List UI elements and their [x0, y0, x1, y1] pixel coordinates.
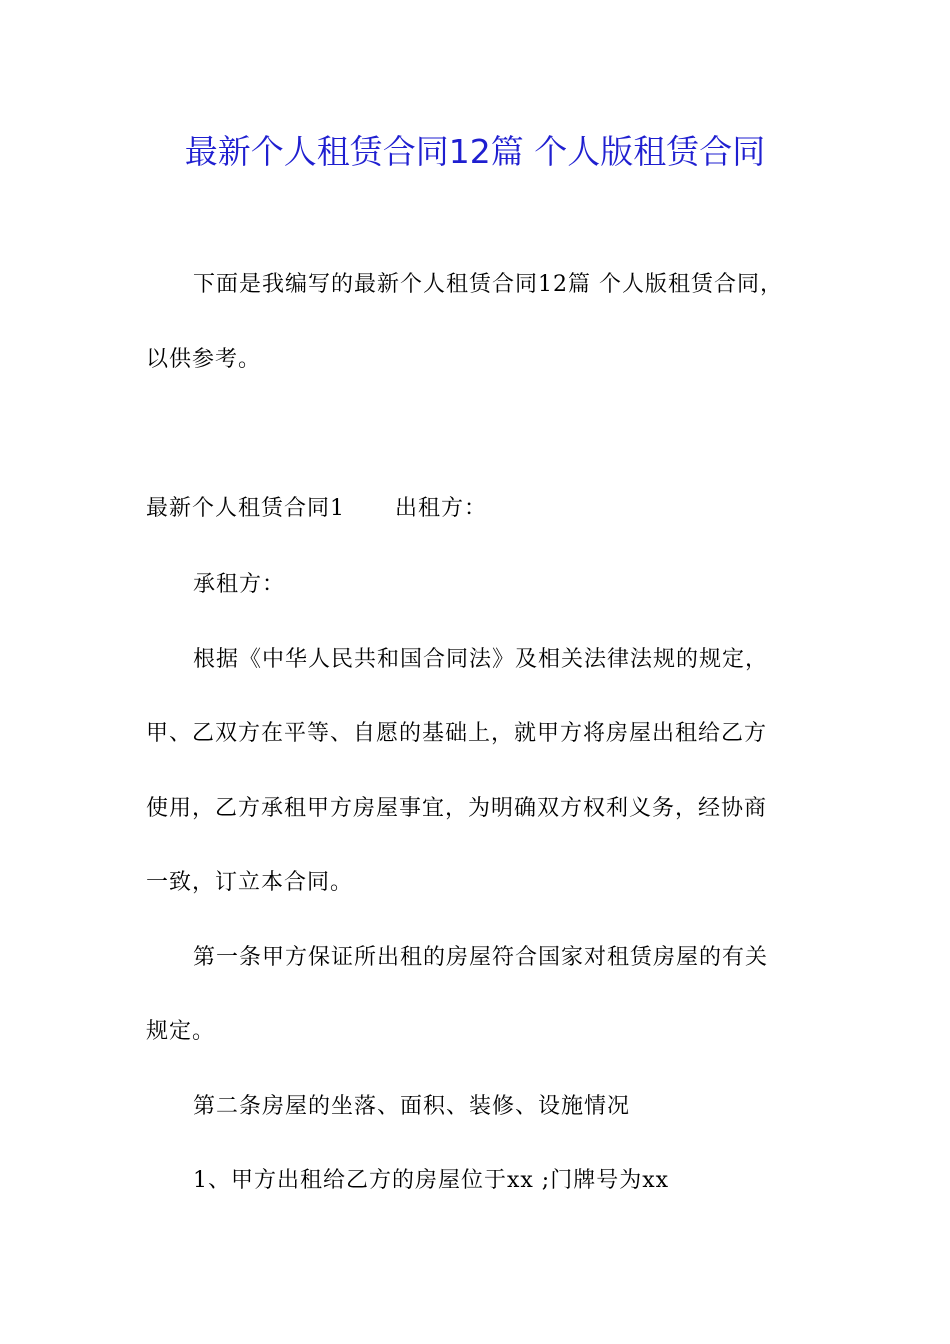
intro-line-1: 下面是我编写的最新个人租赁合同12篇 个人版租赁合同， [193, 272, 783, 297]
lessee-label: 承租方： [193, 572, 286, 597]
basis-line-2: 甲、乙双方在平等、自愿的基础上，就甲方将房屋出租给乙方 [146, 721, 768, 746]
intro-line-2: 以供参考。 [146, 347, 262, 372]
article1-line-1: 第一条甲方保证所出租的房屋符合国家对租赁房屋的有关 [193, 945, 769, 970]
basis-line-1: 根据《中华人民共和国合同法》及相关法律法规的规定， [193, 647, 769, 672]
article2-heading: 第二条房屋的坐落、面积、装修、设施情况 [193, 1094, 631, 1119]
section-heading: 最新个人租赁合同1 [146, 496, 345, 521]
basis-line-4: 一致，订立本合同。 [146, 870, 354, 895]
item1-line: 1、甲方出租给乙方的房屋位于xx ;门牌号为xx [193, 1168, 670, 1193]
lessor-label: 出租方： [395, 496, 488, 521]
basis-line-3: 使用，乙方承租甲方房屋事宜，为明确双方权利义务，经协商 [146, 796, 768, 821]
section-heading-row [146, 494, 487, 524]
document-title: 最新个人租赁合同12篇 个人版租赁合同 [184, 132, 766, 171]
article1-line-2: 规定。 [146, 1019, 216, 1044]
